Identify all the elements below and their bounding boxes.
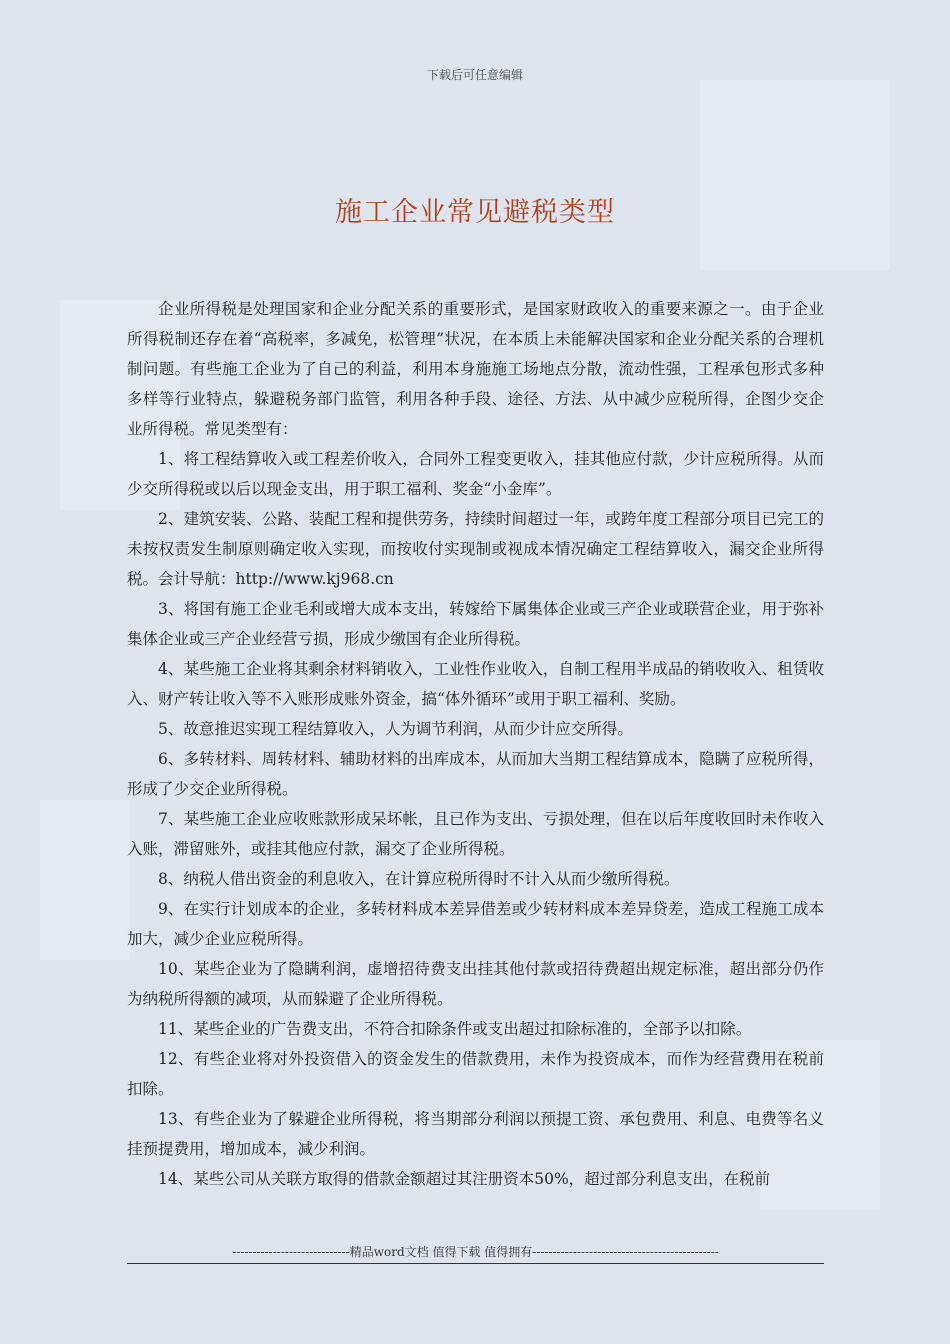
document-title: 施工企业常见避税类型 [335, 197, 615, 228]
background-texture [700, 80, 890, 270]
document-body [127, 294, 824, 1194]
paragraph-item-12: 12、有些企业将对外投资借入的资金发生的借款费用，未作为投资成本，而作为经营费用在税前扣除。 [127, 1050, 824, 1098]
paragraph-item-2: 2、建筑安装、公路、装配工程和提供劳务，持续时间超过一年，或跨年度工程部分项目已完工的未按权责发生制原则确定收入实现，而按收付实现制或视成本情况确定工程结算收入，漏交企业所得税。会计导航：http://www.kj968.cn [127, 510, 824, 588]
background-texture [40, 800, 130, 960]
footer-note: -----------------------------精品word文档 值得下载 值得拥有---------------------------------------------- [232, 1245, 719, 1259]
paragraph-intro: 企业所得税是处理国家和企业分配关系的重要形式，是国家财政收入的重要来源之一。由于企业所得税制还存在着“高税率，多减免，松管理”状况，在本质上未能解决国家和企业分配关系的合理机制问题。有些施工企业为了自己的利益，利用本身施施工场地点分散，流动性强，工程承包形式多种多样等行业特点，躲避税务部门监管，利用各种手段、途径、方法、从中减少应税所得，企图少交企业所得税。常见类型有： [127, 300, 824, 438]
paragraph-item-7: 7、某些施工企业应收账款形成呆坏帐，且已作为支出、亏损处理，但在以后年度收回时未作收入入账，滞留账外，或挂其他应付款，漏交了企业所得税。 [127, 810, 824, 858]
paragraph-item-4: 4、某些施工企业将其剩余材料销收入，工业性作业收入，自制工程用半成品的销收收入、租赁收入、财产转让收入等不入账形成账外资金，搞“体外循环”或用于职工福利、奖励。 [127, 660, 824, 708]
header-note: 下载后可任意编辑 [426, 68, 523, 82]
paragraph-item-11: 11、某些企业的广告费支出，不符合扣除条件或支出超过扣除标准的，全部予以扣除。 [158, 1020, 752, 1038]
paragraph-item-9: 9、在实行计划成本的企业，多转材料成本差异借差或少转材料成本差异贷差，造成工程施工成本加大，减少企业应税所得。 [127, 900, 824, 948]
paragraph-item-5: 5、故意推迟实现工程结算收入，人为调节利润，从而少计应交所得。 [158, 720, 633, 738]
paragraph-item-3: 3、将国有施工企业毛利或增大成本支出，转嫁给下属集体企业或三产企业或联营企业，用于弥补集体企业或三产企业经营亏损，形成少缴国有企业所得税。 [127, 600, 824, 648]
paragraph-item-13: 13、有些企业为了躲避企业所得税，将当期部分利润以预提工资、承包费用、利息、电费等名义挂预提费用，增加成本，减少利润。 [127, 1110, 824, 1158]
paragraph-item-14: 14、某些公司从关联方取得的借款金额超过其注册资本50%，超过部分利息支出，在税前 [158, 1170, 771, 1188]
paragraph-item-6: 6、多转材料、周转材料、辅助材料的出库成本，从而加大当期工程结算成本，隐瞒了应税所得，形成了少交企业所得税。 [127, 750, 824, 798]
paragraph-item-1: 1、将工程结算收入或工程差价收入，合同外工程变更收入，挂其他应付款，少计应税所得。从而少交所得税或以后以现金支出，用于职工福利、奖金“小金库”。 [127, 450, 824, 498]
footer-divider [127, 1263, 824, 1264]
paragraph-item-8: 8、纳税人借出资金的利息收入，在计算应税所得时不计入从而少缴所得税。 [158, 870, 680, 888]
paragraph-item-10: 10、某些企业为了隐瞒利润，虚增招待费支出挂其他付款或招待费超出规定标准，超出部分仍作为纳税所得额的减项，从而躲避了企业所得税。 [127, 960, 824, 1008]
